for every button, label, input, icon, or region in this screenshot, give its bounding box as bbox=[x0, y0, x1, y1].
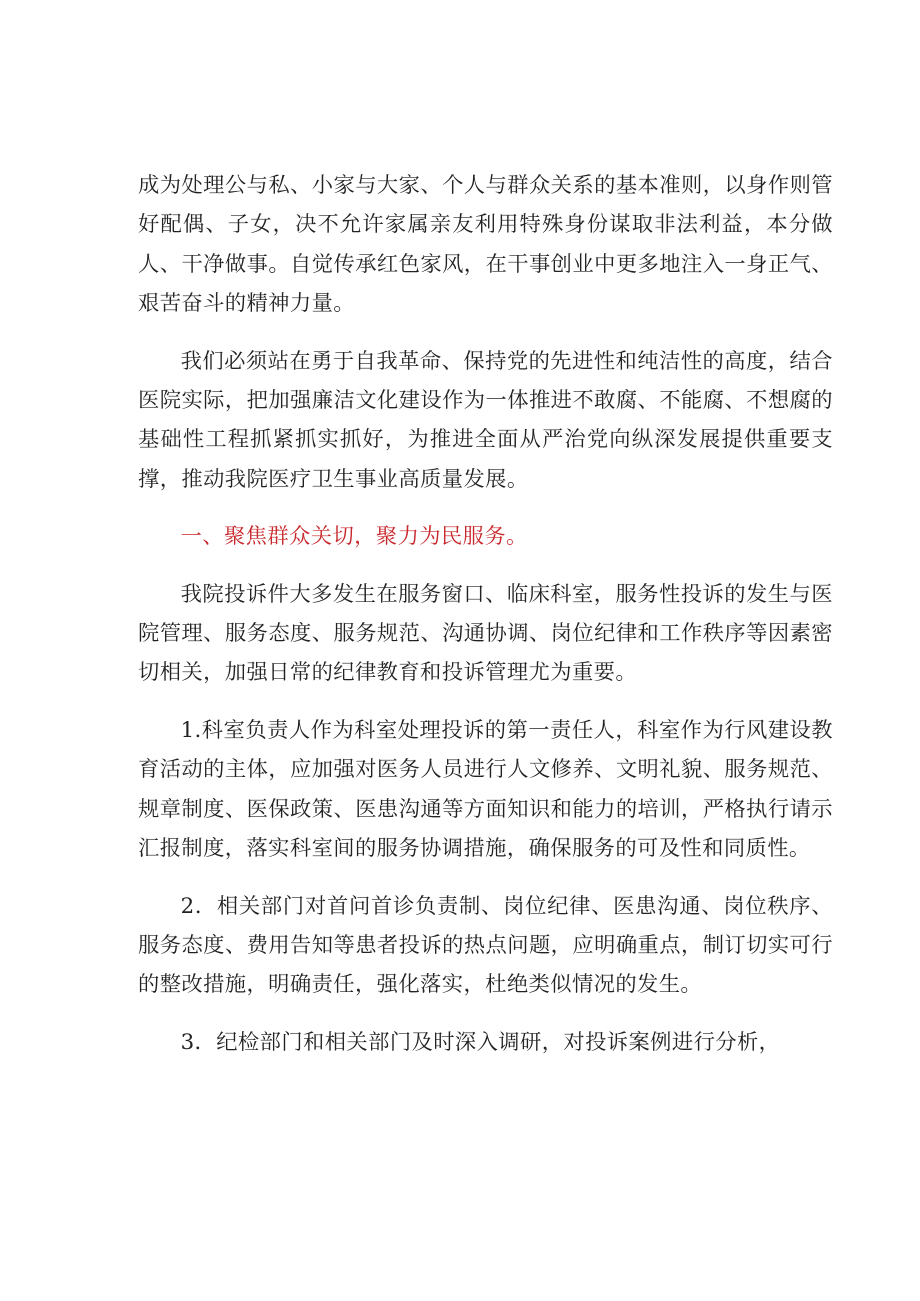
paragraph-self-revolution: 我们必须站在勇于自我革命、保持党的先进性和纯洁性的高度，结合医院实际，把加强廉洁文化建设作为一体推进不敢腐、不能腐、不想腐的基础性工程抓紧抓实抓好，为推进全面从严治党向纵深发展提供重要支撑，推动我院医疗卫生事业高质量发展。 bbox=[138, 348, 833, 492]
paragraph-complaints-overview: 我院投诉件大多发生在服务窗口、临床科室，服务性投诉的发生与医院管理、服务态度、服务规范、沟通协调、岗位纪律和工作秩序等因素密切相关，加强日常的纪律教育和投诉管理尤为重要。 bbox=[138, 581, 833, 686]
paragraph-item-1: 1.科室负责人作为科室处理投诉的第一责任人，科室作为行风建设教育活动的主体，应加强对医务人员进行人文修养、文明礼貌、服务规范、规章制度、医保政策、医患沟通等方面知识和能力的培训，严格执行请示汇报制度，落实科室间的服务协调措施，确保服务的可及性和同质性。 bbox=[138, 717, 833, 862]
paragraph-item-2: 2．相关部门对首问首诊负责制、岗位纪律、医患沟通、岗位秩序、服务态度、费用告知等患者投诉的热点问题，应明确重点，制订切实可行的整改措施，明确责任，强化落实，杜绝类似情况的发生。 bbox=[138, 893, 833, 998]
paragraph-continuation: 成为处理公与私、小家与大家、个人与群众关系的基本准则，以身作则管好配偶、子女，决不允许家属亲友利用特殊身份谋取非法利益，本分做人、干净做事。自觉传承红色家风，在干事创业中更多地注入一身正气、艰苦奋斗的精神力量。 bbox=[138, 173, 833, 317]
paragraph-item-3: 3．纪检部门和相关部门及时深入调研，对投诉案例进行分析， bbox=[180, 1029, 781, 1055]
document-body bbox=[138, 166, 833, 1062]
section-heading-1: 一、聚焦群众关切，聚力为民服务。 bbox=[180, 524, 528, 550]
